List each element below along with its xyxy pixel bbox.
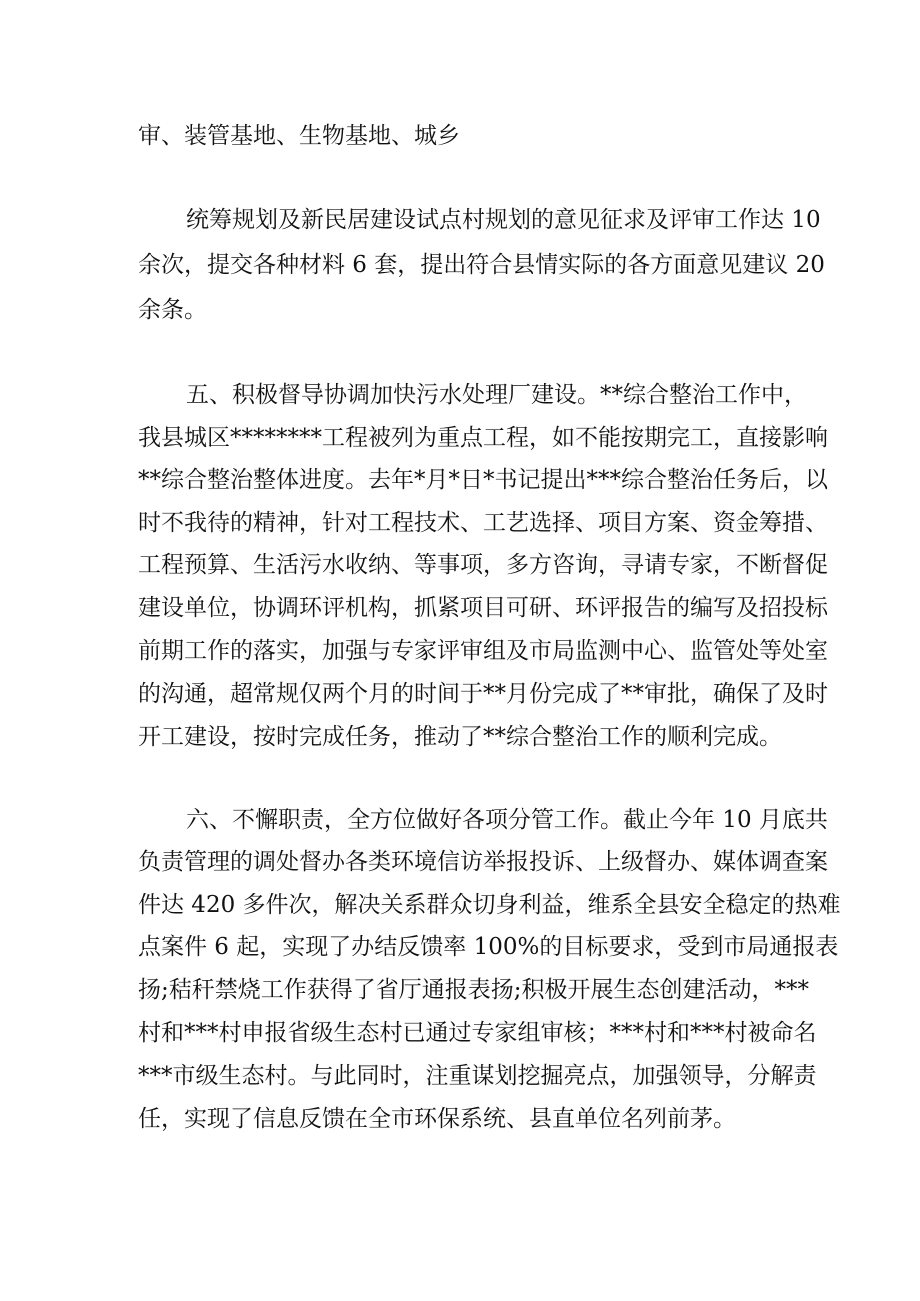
text-line: 工程预算、生活污水收纳、等事项，多方咨询，寻请专家，不断督促	[138, 552, 828, 578]
text-line: 负责管理的调处督办各类环境信访举报投诉、上级督办、媒体调查案	[138, 849, 828, 875]
text-line: 余次，提交各种材料 6 套，提出符合县情实际的各方面意见建议 20	[138, 252, 825, 278]
text-line: 统筹规划及新民居建设试点村规划的意见征求及评审工作达 10	[186, 207, 821, 233]
text-line: 的沟通，超常规仅两个月的时间于**月份完成了**审批，确保了及时	[138, 681, 828, 707]
text-line: 时不我待的精神，针对工程技术、工艺选择、项目方案、资金筹措、	[138, 510, 828, 536]
text-line: 我县城区********工程被列为重点工程，如不能按期完工，直接影响	[138, 425, 828, 451]
text-line: 建设单位，协调环评机构，抓紧项目可研、环评报告的编写及招投标	[138, 595, 828, 621]
text-line: 审、装管基地、生物基地、城乡	[138, 123, 460, 149]
text-line: 扬;秸秆禁烧工作获得了省厅通报表扬;积极开展生态创建活动，***	[138, 977, 809, 1003]
text-line: 村和***村申报省级生态村已通过专家组审核；***村和***村被命名	[138, 1020, 817, 1046]
text-line: 件达 420 多件次，解决关系群众切身利益，维系全县安全稳定的热难	[138, 892, 841, 918]
text-line: 点案件 6 起，实现了办结反馈率 100%的目标要求，受到市局通报表	[138, 934, 839, 960]
text-line: 五、积极督导协调加快污水处理厂建设。**综合整治工作中，	[186, 382, 807, 408]
text-line: 开工建设，按时完成任务，推动了**综合整治工作的顺利完成。	[138, 724, 782, 750]
text-line: ***市级生态村。与此同时，注重谋划挖掘亮点，加强领导，分解责	[138, 1063, 817, 1089]
text-line: 任，实现了信息反馈在全市环保系统、县直单位名列前茅。	[138, 1106, 736, 1132]
text-line: 前期工作的落实，加强与专家评审组及市局监测中心、监管处等处室	[138, 638, 828, 664]
text-line: 余条。	[138, 297, 207, 323]
text-line: 六、不懈职责，全方位做好各项分管工作。截止今年 10 月底共	[186, 807, 828, 833]
text-line: **综合整治整体进度。去年*月*日*书记提出***综合整治任务后，以	[138, 467, 828, 493]
